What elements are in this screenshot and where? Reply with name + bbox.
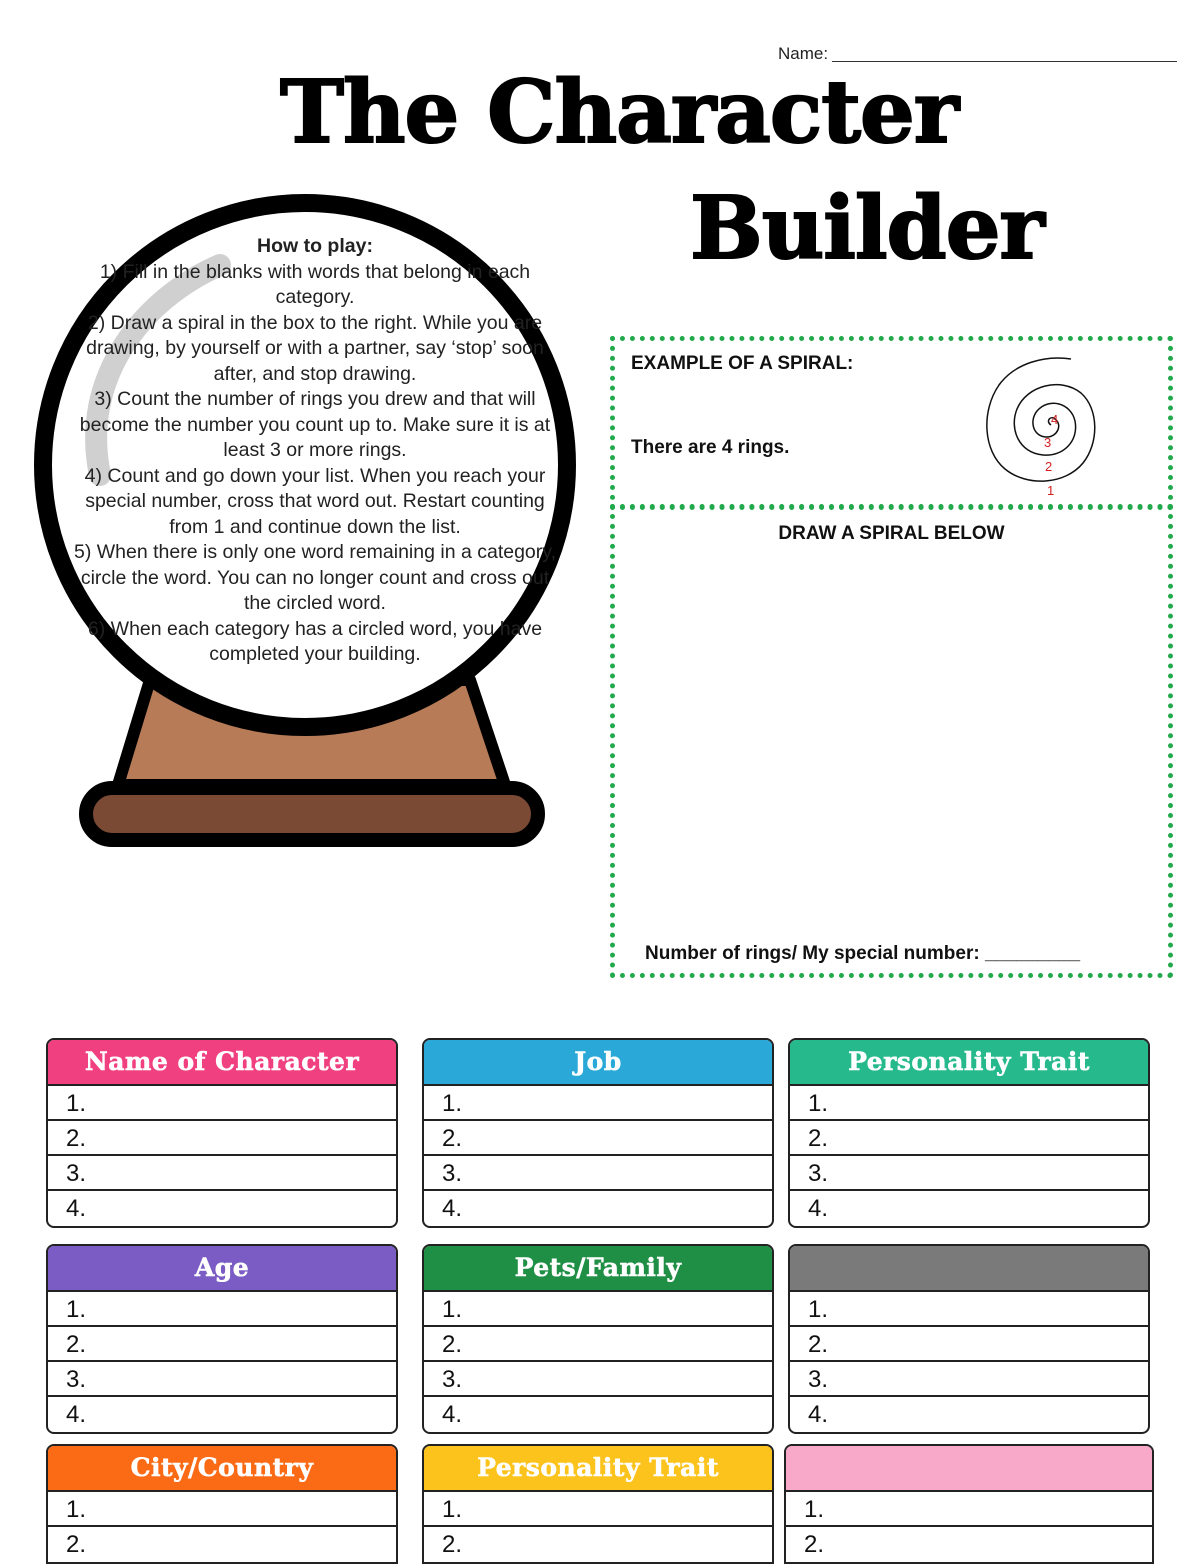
category-row[interactable]: 2. <box>424 1327 772 1362</box>
how-to-play-step-6: 6) When each category has a circled word, you have completed your building. <box>87 617 543 665</box>
category-header: Personality Trait <box>790 1040 1148 1086</box>
category-blank-pink <box>784 1444 1154 1564</box>
category-header: Age <box>48 1246 396 1292</box>
draw-spiral-box[interactable] <box>610 504 1173 978</box>
category-row[interactable]: 2. <box>48 1121 396 1156</box>
category-row[interactable]: 1. <box>48 1086 396 1121</box>
category-job <box>422 1038 774 1228</box>
category-header: Job <box>424 1040 772 1086</box>
category-row[interactable]: 3. <box>48 1362 396 1397</box>
category-row[interactable]: 4. <box>808 1401 829 1428</box>
ball-base <box>86 788 538 840</box>
category-age <box>46 1244 398 1434</box>
how-to-play-step-2: 2) Draw a spiral in the box to the right. While you are drawing, by yourself or with a partner, say ‘stop’ soon after, and stop drawing. <box>86 311 544 385</box>
category-row[interactable]: 2. <box>804 1531 825 1558</box>
category-row[interactable]: 2. <box>66 1531 87 1558</box>
how-to-play <box>70 234 560 668</box>
category-header: City/Country <box>48 1446 396 1492</box>
category-row[interactable]: 2. <box>790 1121 1148 1156</box>
category-row[interactable]: 3. <box>424 1362 772 1397</box>
category-row[interactable]: 4. <box>442 1401 463 1428</box>
category-row[interactable]: 1. <box>790 1292 1148 1327</box>
category-row[interactable]: 4. <box>66 1195 87 1222</box>
category-row[interactable]: 2. <box>790 1327 1148 1362</box>
ring-number-2: 2 <box>1045 459 1053 474</box>
category-header[interactable] <box>790 1246 1148 1292</box>
spiral-line <box>987 358 1095 481</box>
how-to-play-heading: How to play: <box>257 235 373 257</box>
example-spiral-drawing <box>975 345 1115 503</box>
category-row[interactable]: 1. <box>790 1086 1148 1121</box>
category-name-of-character <box>46 1038 398 1228</box>
category-header: Personality Trait <box>424 1446 772 1492</box>
category-row[interactable]: 3. <box>424 1156 772 1191</box>
category-row[interactable]: 2. <box>424 1121 772 1156</box>
category-row[interactable]: 4. <box>442 1195 463 1222</box>
how-to-play-step-5: 5) When there is only one word remaining in a category, circle the word. You can no longer count and cross out the circled word. <box>74 541 556 614</box>
category-row[interactable]: 4. <box>808 1195 829 1222</box>
category-row[interactable]: 2. <box>48 1327 396 1362</box>
draw-title: DRAW A SPIRAL BELOW <box>778 523 1005 544</box>
category-header[interactable] <box>786 1446 1152 1492</box>
category-header: Name of Character <box>48 1040 396 1086</box>
category-row[interactable]: 1. <box>424 1086 772 1121</box>
ring-number-1: 1 <box>1047 483 1055 498</box>
example-rings-text: There are 4 rings. <box>631 437 790 458</box>
special-number-field[interactable]: Number of rings/ My special number: _________ <box>645 943 1081 964</box>
category-row[interactable]: 1. <box>786 1492 1152 1527</box>
category-row[interactable]: 3. <box>790 1156 1148 1191</box>
category-row[interactable]: 3. <box>48 1156 396 1191</box>
how-to-play-step-1: 1) Fill in the blanks with words that belong in each category. <box>99 260 531 308</box>
example-spiral-box <box>610 336 1173 510</box>
how-to-play-step-3: 3) Count the number of rings you drew and that will become the number you count up to. Make sure it is at least 3 or more rings. <box>79 388 551 461</box>
category-row[interactable]: 1. <box>48 1292 396 1327</box>
how-to-play-step-4: 4) Count and go down your list. When you reach your special number, cross that word out. Restart counting from 1 and continue down the list. <box>84 464 546 538</box>
category-row[interactable]: 3. <box>790 1362 1148 1397</box>
category-row[interactable]: 1. <box>424 1492 772 1527</box>
category-pets-family <box>422 1244 774 1434</box>
name-label: Name: <box>778 44 829 63</box>
title-line-2: Builder <box>690 178 1044 279</box>
category-row[interactable]: 1. <box>48 1492 396 1527</box>
category-personality-trait <box>788 1038 1150 1228</box>
title-line-1: The Character <box>280 62 959 163</box>
category-row[interactable]: 4. <box>66 1401 87 1428</box>
category-row[interactable]: 2. <box>442 1531 463 1558</box>
name-field[interactable] <box>778 44 1177 64</box>
ring-number-4: 4 <box>1051 412 1059 427</box>
category-row[interactable]: 1. <box>424 1292 772 1327</box>
category-personality-trait-2 <box>422 1444 774 1564</box>
category-header: Pets/Family <box>424 1246 772 1292</box>
example-title: EXAMPLE OF A SPIRAL: <box>631 353 854 374</box>
category-blank-gray <box>788 1244 1150 1434</box>
ring-number-3: 3 <box>1044 435 1052 450</box>
category-city-country <box>46 1444 398 1564</box>
